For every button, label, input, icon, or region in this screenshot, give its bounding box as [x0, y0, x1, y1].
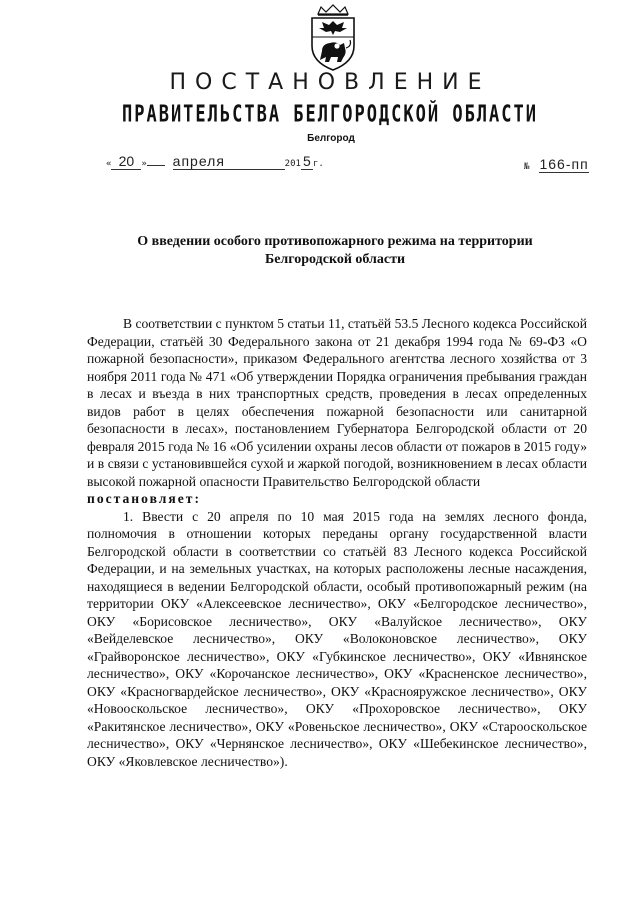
issuing-authority-heading: ПРАВИТЕЛЬСТВА БЕЛГОРОДСКОЙ ОБЛАСТИ — [122, 101, 538, 128]
title-line-2: Белгородской области — [264, 252, 406, 267]
item-1-paragraph: 1. Ввести с 20 апреля по 10 мая 2015 года на землях лесного фонда, полномочия в отношении которых переданы органу государственной власти Белгородской области в соответствии со статьёй 83 Лесного кодекса Российской Федерации, и на земельных участках, на которых расположены лесные насаждения, находящиеся в ведении Белгородской области, особый противопожарный режим (на территории ОКУ «Алексеевское лесничество», ОКУ «Белгородское лесничество», ОКУ «Борисовское лесничество», ОКУ «Валуйское лесничество», ОКУ «Вейделевское лесничество», ОКУ «Волоконовское лесничество», ОКУ «Грайворонское лесничество», ОКУ «Губкинское лесничество», ОКУ «Ивнянское лесничество», ОКУ «Корочанское лесничество», ОКУ «Красненское лесничество», ОКУ «Красногвардейское лесничество», ОКУ «Краснояружское лесничество», ОКУ «Новооскольское лесничество», ОКУ «Прохоровское лесничество», ОКУ «Ракитянское лесничество», ОКУ «Ровеньское лесничество», ОКУ «Старооскольское лесничество», ОКУ «Чернянское лесничество», ОКУ «Шебекинское лесничество», ОКУ «Яковлевское лесничество»). — [87, 508, 587, 769]
preamble-paragraph: В соответствии с пунктом 5 статьи 11, статьёй 53.5 Лесного кодекса Российской Федерации, статьёй 30 Федерального закона от 21 декабря 1994 года № 69-ФЗ «О пожарной безопасности», приказом Федерального агентства лесного хозяйства от 3 ноября 2011 года № 471 «Об утверждении Порядка ограничения пребывания граждан в лесах и въезда в них транспортных средств, проведения в лесах определенных видов работ в целях обеспечения пожарной безопасности или санитарной безопасности в лесах», постановлением Губернатора Белгородской области от 20 февраля 2015 года № 16 «Об усилении охраны лесов области от пожаров в 2015 году» и в связи с установившейся сухой и жаркой погодой, возникновением в лесах области высокой пожарной опасности Правительство Белгородской области — [87, 316, 587, 489]
date-close-quote: » — [141, 159, 147, 169]
date-open-quote: « — [106, 159, 112, 169]
number-value: 166-пп — [539, 156, 589, 172]
date-year-unit: г. — [312, 159, 324, 169]
date-year-suffix: 5 — [301, 154, 313, 170]
document-body — [87, 315, 587, 770]
city-label: Белгород — [307, 133, 355, 144]
date-day: 20 — [111, 154, 141, 170]
decree-paragraph — [87, 490, 587, 508]
decree-word: постановляет: — [87, 491, 201, 506]
title-line-1: О введении особого противопожарного режима на территории — [137, 234, 533, 249]
document-title — [100, 233, 570, 269]
date-gap-line — [147, 165, 165, 166]
document-date — [106, 154, 324, 170]
document-number — [524, 154, 589, 173]
date-year-prefix: 201 — [284, 159, 301, 169]
date-month: апреля — [173, 154, 285, 170]
coat-of-arms-icon — [300, 4, 366, 74]
document-type-heading: ПОСТАНОВЛЕНИЕ — [169, 70, 491, 95]
number-prefix: № — [524, 162, 530, 172]
